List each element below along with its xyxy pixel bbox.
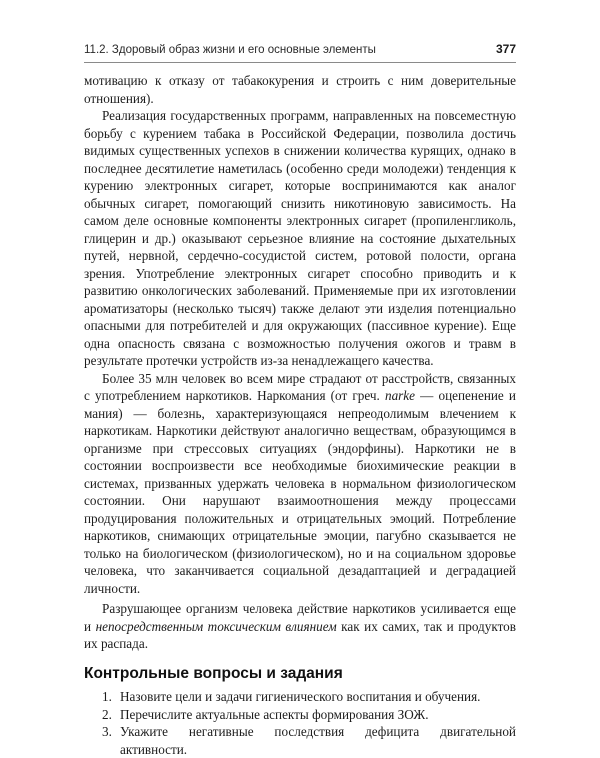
question-number: 2. <box>102 706 112 722</box>
page-body <box>84 72 516 758</box>
question-item <box>84 688 516 706</box>
paragraph-text: — оцепенение и мания) — болезнь, характеризующаяся непреодолимым влечением к наркотикам. Наркотики действуют аналогично веществам, образующимся в организме при стрессовых ситуациях (эндорфины). Наркотики не в состоянии воспроизвести все необходимые биохимические реакции в системах, призванных удержать человека в нормальном физиологическом состоянии. Они нарушают взаимоотношения между процессами продуцирования положительных и отрицательных эмоций. Потребление наркотиков, снимающих отрицательные эмоции, пагубно сказывается не только на биологическом (физиологическом), но и на социальном здоровье человека, что заканчивается социальной дезадаптацией и деградацией личности. <box>84 388 516 596</box>
page-number: 377 <box>495 42 516 56</box>
paragraph-e-cigarettes: Реализация государственных программ, направленных на повсеместную борьбу с курением табака в Российской Федерации, позволила достичь видимых существенных успехов в снижении количества курящих, однако в последнее десятилетие наметилась (особенно среди молодежи) тенденция к курению электронных сигарет, которые воспринимаются как аналог обычных сигарет, помогающий снизить никотиновую зависимость. На самом деле основные компоненты электронных сигарет (пропиленгликоль, глицерин и др.) оказывают серьезное влияние на состояние дыхательных путей, нервной, сердечно-сосудистой систем, ротовой полости, органа зрения. Употребление электронных сигарет способно приводить и к развитию онкологических заболеваний. Применяемые при их изготовлении ароматизаторы (несколько тысяч) также делают эти изделия потенциально опасными для потребителей и для окружающих (пассивное курение). Еще одна опасность связана с возможностью получения ожогов и травм в результате протечки устройств из-за ненадлежащего качества. <box>84 108 516 368</box>
question-number: 3. <box>102 724 112 739</box>
running-header <box>84 42 516 63</box>
paragraph-text: Более 35 млн человек во всем мире страдают от расстройств, связанных с употреблением наркотиков. Наркомания (от греч. <box>84 370 516 403</box>
question-number: 1. <box>102 689 112 704</box>
question-item <box>84 706 516 724</box>
question-item <box>84 723 516 758</box>
paragraph-drug-addiction <box>84 370 516 598</box>
section-heading: Контрольные вопросы и задания <box>84 664 343 682</box>
question-text: Укажите негативные последствия дефицита двигательной активности. <box>120 724 516 757</box>
emphasized-phrase: непосредственным токсическим влиянием <box>95 618 337 634</box>
running-header-title: 11.2. Здоровый образ жизни и его основные элементы <box>84 44 376 56</box>
question-text: Перечислите актуальные аспекты формирования ЗОЖ. <box>120 706 429 722</box>
greek-term: narke <box>384 388 416 403</box>
questions-list <box>84 688 516 758</box>
question-text: Назовите цели и задачи гигиенического воспитания и обучения. <box>120 689 481 704</box>
paragraph-text: как их самих, так и продуктов их распада. <box>84 618 516 651</box>
paragraph-text: Разрушающее организм человека действие наркотиков усиливается еще и <box>84 601 516 634</box>
paragraph-toxic-effect <box>84 600 516 653</box>
paragraph-continuation: мотивацию к отказу от табакокурения и строить с ним доверительные отношения). <box>84 73 516 106</box>
